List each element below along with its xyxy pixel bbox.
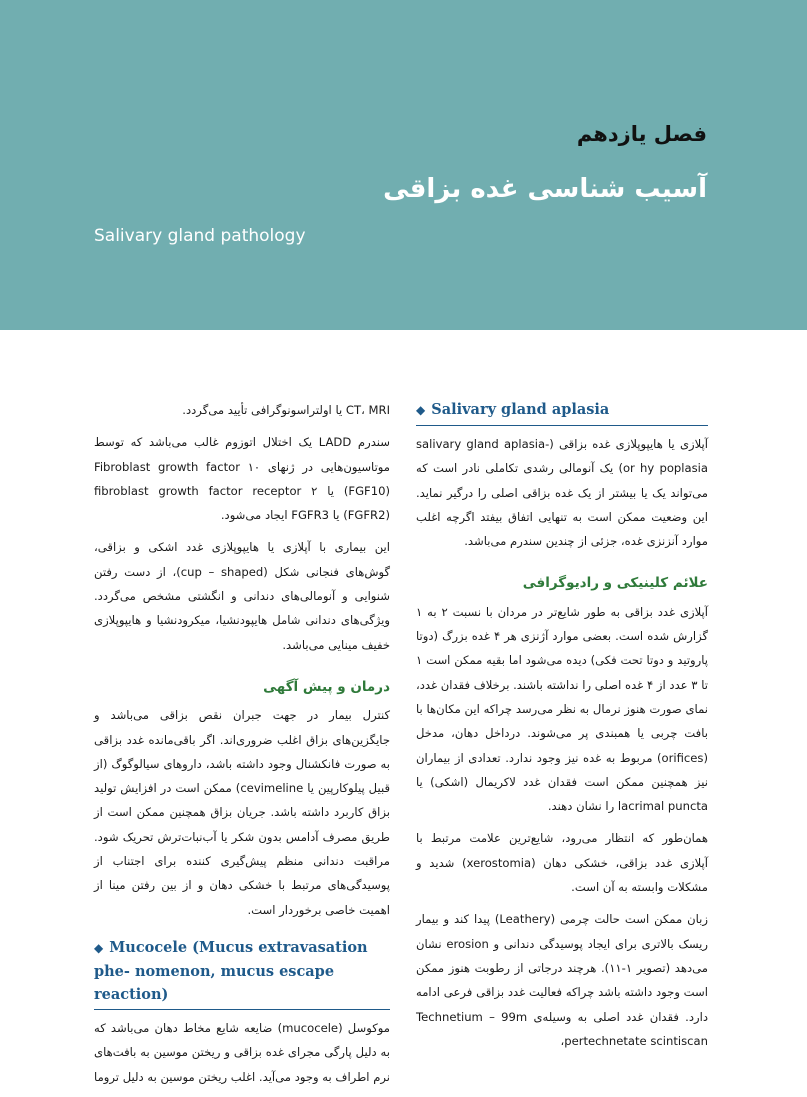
paragraph: همان‌طور که انتظار می‌رود، شایع‌ترین علامت مرتبط با آپلازی غدد بزاقی، خشکی دهان (xerostomia) شدید و مشکلات وابسته به آن است. [416,831,708,895]
section-heading-aplasia-text: Salivary gland aplasia [431,401,610,418]
chapter-header-band [0,0,807,330]
paragraph: سندرم LADD یک اختلال اتوزوم غالب می‌باشد که توسط موتاسیون‌هایی در ژنهای ۱۰ Fibroblast growth factor (FGF10) یا ۲ fibroblast growth factor receptor (FGFR2) یا FGFR3 ایجاد می‌شود. [94,435,390,523]
diamond-bullet-icon: ◆ [94,940,104,955]
paragraph: آپلازی غدد بزاقی به طور شایع‌تر در مردان با نسبت ۲ به ۱ گزارش شده است. بعضی موارد آژنزی هر ۴ غده بزرگ (دوتا پاروتید و دوتا تحت فکی) دیده می‌شود اما بقیه ممکن است ۱ تا ۳ عدد از ۴ غده اصلی را نداشته باشند. برخلاف فقدان غدد، نمای صورت هنوز نرمال به نظر می‌رسد چراکه این مکان‌ها با بافت چربی یا همبندی پر می‌شوند. درداخل دهان، مدخل (orifices) مربوط به غده نیز وجود ندارد. تعدادی از بیماران نیز همچنین ممکن است فقدان غدد لاکریمال (اشکی) یا lacrimal puncta را نشان دهند. [416,604,708,814]
paragraph: موکوسل (mucocele) ضایعه شایع مخاط دهان می‌باشد که به دلیل پارگی مجرای غده بزاقی و ریختن موسین به بافت‌های نرم اطراف به وجود می‌آید. اغلب ریختن موسین به دلیل تروما [94,1020,390,1084]
paragraph: زبان ممکن است حالت چرمی (Leathery) پیدا کند و بیمار ریسک بالاتری برای ایجاد پوسیدگی دندانی و erosion نشان می‌دهد (تصویر ۱-۱۱). هرچند درجاتی از رطوبت هنوز ممکن است وجود داشته باشد چراکه فعالیت غدد بزاقی فرعی ادامه دارد. فقدان غدد اصلی به وسیله‌ی Technetium – 99m pertechnetate scintiscan، [416,912,708,1048]
section-heading-aplasia [416,398,708,426]
chapter-title: آسیب شناسی غده بزاقی [383,174,707,204]
right-column [416,398,708,1061]
paragraph: CT، MRI یا اولتراسونوگرافی تأیید می‌گردد. [182,403,390,417]
paragraph: کنترل بیمار در جهت جبران نقص بزاقی می‌باشد و جایگزین‌های بزاق اغلب ضروری‌اند. اگر باقی‌مانده غدد بزاقی به صورت فانکشنال وجود داشته باشد، داروهای سیالوگوگ (از قبیل پیلوکارپین یا cevimeline) ممکن است در افزایش تولید بزاق کاربرد داشته باشد. جریان بزاق همچنین ممکن است از طریق مصرف آدامس بدون شکر یا آب‌نبات‌ترش تحریک شود. مراقبت دندانی منظم پیش‌گیری کننده برای اجتناب از پوسیدگی‌های مرتبط با خشکی دهان و از بین رفتن مینا از اهمیت خاصی برخوردار است. [94,708,390,917]
section-heading-mucocele [94,936,390,1010]
subheading-clinical-radiographic: علائم کلینیکی و رادیوگرافی [522,575,708,592]
paragraph: این بیماری با آپلازی یا هایپوپلازی غدد اشکی و بزاقی، گوش‌های فنجانی شکل (cup – shaped)، از دست رفتن شنوایی و آنومالی‌های دندانی و انگشتی مشخص می‌گردد. ویژگی‌های دندانی شامل هایپودنشیا، میکرودنشیا و هایپوپلازی خفیف مینایی می‌باشد. [94,540,390,652]
left-column [94,398,390,1097]
chapter-number: فصل یازدهم [576,122,707,146]
subheading-treatment-prognosis: درمان و پیش آگهی [263,678,390,695]
section-heading-mucocele-text: Mucocele (Mucus extravasation phe- nomenon, mucus escape reaction) [94,938,368,1003]
chapter-subtitle-en: Salivary gland pathology [94,226,306,246]
paragraph: آپلازی یا هایپوپلازی غده بزاقی (-salivary gland aplasia or hy poplasia) یک آنومالی رشدی تکاملی نادر است که می‌تواند یک یا بیشتر از یک غده بزاقی اصلی را درگیر نماید. این وضعیت ممکن است به تنهایی اتفاق بیفتد اگرچه اغلب موارد آنزنزی غده، جزئی از چندین سندرم می‌باشد. [416,437,708,549]
diamond-bullet-icon: ◆ [416,403,426,417]
